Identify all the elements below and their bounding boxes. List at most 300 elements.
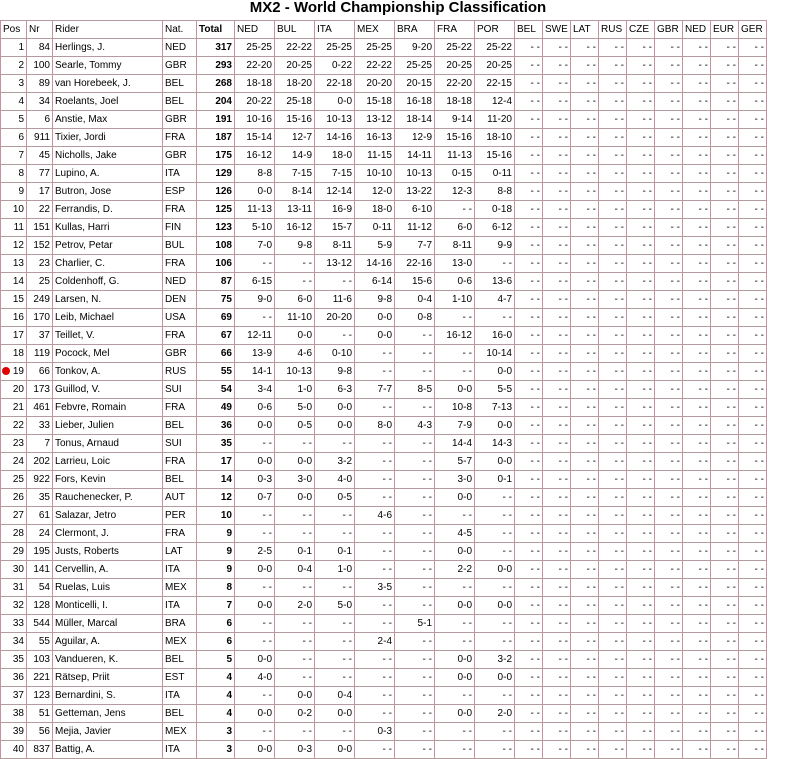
position-value: 29 (12, 545, 24, 557)
round-score-cell: 4-3 (395, 417, 435, 435)
round-score-cell: - - (599, 525, 627, 543)
round-score-cell: - - (683, 651, 711, 669)
round-score-cell: - - (711, 75, 739, 93)
round-score-cell: 7-7 (355, 381, 395, 399)
position-value: 16 (12, 311, 24, 323)
round-score-cell: 22-22 (355, 57, 395, 75)
round-score-cell: - - (355, 453, 395, 471)
total-points-cell: 17 (197, 453, 235, 471)
nationality-cell: BEL (163, 651, 197, 669)
position-cell (1, 327, 27, 345)
round-score-cell: 7-15 (315, 165, 355, 183)
total-points-cell: 4 (197, 669, 235, 687)
round-score-cell: 3-5 (355, 579, 395, 597)
rider-name-cell: Teillet, V. (53, 327, 163, 345)
round-score-cell: - - (543, 435, 571, 453)
total-points-cell: 3 (197, 723, 235, 741)
round-score-cell: - - (395, 435, 435, 453)
round-score-cell: - - (683, 291, 711, 309)
round-score-cell: 0-0 (475, 561, 515, 579)
position-value: 25 (12, 473, 24, 485)
round-score-cell: - - (543, 507, 571, 525)
round-score-cell: - - (543, 219, 571, 237)
round-score-cell: - - (315, 579, 355, 597)
round-score-cell: - - (711, 345, 739, 363)
round-score-cell: - - (475, 723, 515, 741)
rider-name-cell: Müller, Marcal (53, 615, 163, 633)
round-score-cell: 0-6 (235, 399, 275, 417)
header-round: SWE (543, 21, 571, 39)
round-score-cell: 16-12 (275, 219, 315, 237)
round-score-cell: - - (739, 363, 767, 381)
total-points-cell: 191 (197, 111, 235, 129)
round-score-cell: - - (599, 669, 627, 687)
round-score-cell: - - (655, 39, 683, 57)
round-score-cell: 15-16 (275, 111, 315, 129)
round-score-cell: - - (683, 543, 711, 561)
round-score-cell: - - (655, 183, 683, 201)
rider-number-cell: 66 (27, 363, 53, 381)
round-score-cell: - - (515, 669, 543, 687)
table-row (1, 237, 767, 255)
round-score-cell: - - (315, 327, 355, 345)
position-value: 5 (18, 113, 24, 125)
position-value: 40 (12, 743, 24, 755)
round-score-cell: 0-0 (435, 489, 475, 507)
round-score-cell: 3-2 (475, 651, 515, 669)
round-score-cell: - - (571, 471, 599, 489)
round-score-cell: - - (543, 723, 571, 741)
rider-number-cell: 55 (27, 633, 53, 651)
round-score-cell: 0-0 (235, 705, 275, 723)
round-score-cell: - - (739, 93, 767, 111)
round-score-cell: 0-0 (355, 327, 395, 345)
round-score-cell: 20-25 (475, 57, 515, 75)
round-score-cell: 20-22 (235, 93, 275, 111)
round-score-cell: 0-0 (275, 489, 315, 507)
round-score-cell: - - (627, 381, 655, 399)
round-score-cell: - - (571, 237, 599, 255)
round-score-cell: 0-5 (315, 489, 355, 507)
round-score-cell: - - (627, 363, 655, 381)
round-score-cell: - - (355, 651, 395, 669)
round-score-cell: - - (683, 615, 711, 633)
rider-name-cell: Searle, Tommy (53, 57, 163, 75)
table-row (1, 651, 767, 669)
rider-number-cell: 119 (27, 345, 53, 363)
nationality-cell: FRA (163, 525, 197, 543)
round-score-cell: 2-5 (235, 543, 275, 561)
total-points-cell: 293 (197, 57, 235, 75)
round-score-cell: - - (315, 435, 355, 453)
position-cell (1, 381, 27, 399)
rider-name-cell: Petrov, Petar (53, 237, 163, 255)
table-row (1, 705, 767, 723)
table-row (1, 399, 767, 417)
round-score-cell: 25-18 (275, 93, 315, 111)
round-score-cell: - - (711, 399, 739, 417)
round-score-cell: - - (711, 633, 739, 651)
round-score-cell: - - (515, 345, 543, 363)
rider-name-cell: Roelants, Joel (53, 93, 163, 111)
round-score-cell: - - (683, 75, 711, 93)
round-score-cell: - - (275, 507, 315, 525)
position-value: 9 (18, 185, 24, 197)
round-score-cell: 16-12 (435, 327, 475, 345)
table-row (1, 327, 767, 345)
position-value: 21 (12, 401, 24, 413)
round-score-cell: - - (683, 129, 711, 147)
round-score-cell: 13-9 (235, 345, 275, 363)
position-value: 20 (12, 383, 24, 395)
round-score-cell: - - (683, 507, 711, 525)
round-score-cell: - - (599, 183, 627, 201)
header-round: CZE (627, 21, 655, 39)
round-score-cell: - - (599, 453, 627, 471)
round-score-cell: 18-14 (395, 111, 435, 129)
round-score-cell: - - (739, 669, 767, 687)
round-score-cell: - - (395, 633, 435, 651)
round-score-cell: - - (543, 183, 571, 201)
position-value: 34 (12, 635, 24, 647)
round-score-cell: 12-3 (435, 183, 475, 201)
round-score-cell: 10-16 (235, 111, 275, 129)
round-score-cell: - - (355, 399, 395, 417)
round-score-cell: - - (739, 741, 767, 759)
position-cell (1, 597, 27, 615)
round-score-cell: - - (515, 111, 543, 129)
round-score-cell: 10-13 (395, 165, 435, 183)
round-score-cell: - - (395, 327, 435, 345)
rider-name-cell: Cervellin, A. (53, 561, 163, 579)
round-score-cell: - - (711, 615, 739, 633)
rider-name-cell: Tixier, Jordi (53, 129, 163, 147)
nationality-cell: FRA (163, 399, 197, 417)
round-score-cell: - - (235, 723, 275, 741)
round-score-cell: 0-0 (475, 597, 515, 615)
round-score-cell: - - (571, 741, 599, 759)
position-cell (1, 579, 27, 597)
round-score-cell: - - (543, 147, 571, 165)
round-score-cell: - - (571, 39, 599, 57)
position-cell (1, 39, 27, 57)
table-row (1, 381, 767, 399)
round-score-cell: 20-25 (275, 57, 315, 75)
round-score-cell: - - (571, 543, 599, 561)
header-round: NED (235, 21, 275, 39)
nationality-cell: EST (163, 669, 197, 687)
rider-name-cell: Monticelli, I. (53, 597, 163, 615)
nationality-cell: BEL (163, 93, 197, 111)
round-score-cell: - - (395, 669, 435, 687)
total-points-cell: 9 (197, 561, 235, 579)
round-score-cell: - - (739, 399, 767, 417)
round-score-cell: 0-11 (475, 165, 515, 183)
rider-number-cell: 84 (27, 39, 53, 57)
round-score-cell: - - (543, 579, 571, 597)
round-score-cell: - - (395, 471, 435, 489)
round-score-cell: - - (571, 273, 599, 291)
table-row (1, 93, 767, 111)
round-score-cell: 2-2 (435, 561, 475, 579)
total-points-cell: 4 (197, 687, 235, 705)
round-score-cell: - - (599, 741, 627, 759)
round-score-cell: - - (739, 237, 767, 255)
round-score-cell: - - (435, 741, 475, 759)
table-row (1, 615, 767, 633)
classification-table (0, 20, 767, 759)
round-score-cell: - - (395, 579, 435, 597)
round-score-cell: - - (627, 435, 655, 453)
rider-number-cell: 7 (27, 435, 53, 453)
round-score-cell: 5-10 (235, 219, 275, 237)
round-score-cell: - - (571, 129, 599, 147)
header-row (1, 21, 767, 39)
round-score-cell: - - (571, 633, 599, 651)
position-value: 13 (12, 257, 24, 269)
position-value: 39 (12, 725, 24, 737)
nationality-cell: ITA (163, 687, 197, 705)
rider-name-cell: van Horebeek, J. (53, 75, 163, 93)
round-score-cell: 25-22 (475, 39, 515, 57)
round-score-cell: - - (739, 255, 767, 273)
total-points-cell: 5 (197, 651, 235, 669)
round-score-cell: 25-25 (235, 39, 275, 57)
total-points-cell: 14 (197, 471, 235, 489)
round-score-cell: - - (571, 597, 599, 615)
total-points-cell: 67 (197, 327, 235, 345)
round-score-cell: - - (599, 633, 627, 651)
round-score-cell: - - (395, 507, 435, 525)
round-score-cell: 15-18 (355, 93, 395, 111)
round-score-cell: - - (515, 597, 543, 615)
round-score-cell: - - (275, 669, 315, 687)
round-score-cell: - - (599, 165, 627, 183)
position-cell (1, 147, 27, 165)
round-score-cell: 13-6 (475, 273, 515, 291)
rider-name-cell: Bernardini, S. (53, 687, 163, 705)
position-cell (1, 399, 27, 417)
round-score-cell: - - (515, 579, 543, 597)
round-score-cell: - - (543, 471, 571, 489)
round-score-cell: - - (543, 111, 571, 129)
rider-name-cell: Justs, Roberts (53, 543, 163, 561)
rider-number-cell: 22 (27, 201, 53, 219)
rider-name-cell: Pocock, Mel (53, 345, 163, 363)
round-score-cell: - - (435, 723, 475, 741)
round-score-cell: - - (711, 723, 739, 741)
round-score-cell: - - (571, 705, 599, 723)
round-score-cell: - - (543, 93, 571, 111)
round-score-cell: - - (599, 507, 627, 525)
round-score-cell: - - (627, 489, 655, 507)
round-score-cell: - - (711, 705, 739, 723)
nationality-cell: MEX (163, 723, 197, 741)
round-score-cell: 6-15 (235, 273, 275, 291)
round-score-cell: - - (683, 435, 711, 453)
round-score-cell: 4-6 (355, 507, 395, 525)
rider-name-cell: Tonus, Arnaud (53, 435, 163, 453)
round-score-cell: - - (515, 705, 543, 723)
rider-number-cell: 911 (27, 129, 53, 147)
round-score-cell: - - (739, 39, 767, 57)
round-score-cell: 12-11 (235, 327, 275, 345)
rider-name-cell: Larsen, N. (53, 291, 163, 309)
position-cell (1, 93, 27, 111)
round-score-cell: 14-16 (315, 129, 355, 147)
round-score-cell: 0-0 (275, 327, 315, 345)
position-cell (1, 273, 27, 291)
round-score-cell: 9-8 (355, 291, 395, 309)
round-score-cell: 1-0 (275, 381, 315, 399)
header-total: Total (197, 21, 235, 39)
round-score-cell: - - (599, 489, 627, 507)
round-score-cell: 8-8 (235, 165, 275, 183)
round-score-cell: - - (571, 669, 599, 687)
round-score-cell: - - (515, 201, 543, 219)
position-cell (1, 471, 27, 489)
position-cell (1, 741, 27, 759)
round-score-cell: - - (571, 381, 599, 399)
round-score-cell: - - (711, 687, 739, 705)
round-score-cell: 1-10 (435, 291, 475, 309)
round-score-cell: - - (739, 543, 767, 561)
total-points-cell: 4 (197, 705, 235, 723)
table-row (1, 471, 767, 489)
round-score-cell: - - (475, 309, 515, 327)
total-points-cell: 69 (197, 309, 235, 327)
rider-name-cell: Herlings, J. (53, 39, 163, 57)
rider-number-cell: 173 (27, 381, 53, 399)
round-score-cell: - - (683, 219, 711, 237)
position-value: 23 (12, 437, 24, 449)
round-score-cell: - - (571, 327, 599, 345)
round-score-cell: - - (711, 273, 739, 291)
rider-name-cell: Coldenhoff, G. (53, 273, 163, 291)
nationality-cell: BUL (163, 237, 197, 255)
round-score-cell: 0-0 (235, 741, 275, 759)
round-score-cell: - - (739, 723, 767, 741)
nationality-cell: MEX (163, 633, 197, 651)
nationality-cell: BEL (163, 705, 197, 723)
round-score-cell: - - (475, 543, 515, 561)
round-score-cell: - - (711, 381, 739, 399)
table-row (1, 453, 767, 471)
round-score-cell: - - (543, 525, 571, 543)
nationality-cell: FRA (163, 327, 197, 345)
round-score-cell: - - (655, 525, 683, 543)
round-score-cell: - - (655, 309, 683, 327)
rider-number-cell: 151 (27, 219, 53, 237)
header-round: EUR (711, 21, 739, 39)
round-score-cell: - - (683, 687, 711, 705)
round-score-cell: 0-8 (395, 309, 435, 327)
round-score-cell: 8-0 (355, 417, 395, 435)
round-score-cell: - - (599, 147, 627, 165)
round-score-cell: - - (571, 201, 599, 219)
round-score-cell: - - (711, 489, 739, 507)
round-score-cell: - - (355, 561, 395, 579)
round-score-cell: 5-9 (355, 237, 395, 255)
total-points-cell: 187 (197, 129, 235, 147)
round-score-cell: 2-0 (275, 597, 315, 615)
round-score-cell: - - (395, 525, 435, 543)
round-score-cell: 16-18 (395, 93, 435, 111)
rider-name-cell: Vandueren, K. (53, 651, 163, 669)
round-score-cell: 7-0 (235, 237, 275, 255)
round-score-cell: - - (599, 237, 627, 255)
round-score-cell: - - (683, 57, 711, 75)
round-score-cell: - - (683, 741, 711, 759)
nationality-cell: FRA (163, 129, 197, 147)
round-score-cell: - - (515, 165, 543, 183)
round-score-cell: - - (739, 471, 767, 489)
rider-number-cell: 202 (27, 453, 53, 471)
round-score-cell: 9-20 (395, 39, 435, 57)
round-score-cell: - - (543, 309, 571, 327)
round-score-cell: 0-0 (435, 669, 475, 687)
rider-number-cell: 25 (27, 273, 53, 291)
position-value: 12 (12, 239, 24, 251)
nationality-cell: ITA (163, 165, 197, 183)
round-score-cell: - - (683, 579, 711, 597)
rider-name-cell: Fors, Kevin (53, 471, 163, 489)
round-score-cell: - - (711, 255, 739, 273)
position-cell (1, 651, 27, 669)
round-score-cell: - - (711, 237, 739, 255)
round-score-cell: 12-0 (355, 183, 395, 201)
round-score-cell: - - (655, 273, 683, 291)
nationality-cell: FRA (163, 453, 197, 471)
round-score-cell: - - (655, 615, 683, 633)
position-cell (1, 363, 27, 381)
round-score-cell: - - (515, 471, 543, 489)
rider-number-cell: 544 (27, 615, 53, 633)
total-points-cell: 6 (197, 615, 235, 633)
position-cell (1, 561, 27, 579)
round-score-cell: - - (627, 291, 655, 309)
round-score-cell: - - (435, 615, 475, 633)
round-score-cell: 15-6 (395, 273, 435, 291)
round-score-cell: - - (739, 489, 767, 507)
round-score-cell: 0-0 (315, 93, 355, 111)
header-round: MEX (355, 21, 395, 39)
round-score-cell: - - (599, 579, 627, 597)
round-score-cell: - - (543, 417, 571, 435)
round-score-cell: - - (543, 345, 571, 363)
round-score-cell: - - (395, 705, 435, 723)
round-score-cell: - - (627, 111, 655, 129)
round-score-cell: 6-0 (275, 291, 315, 309)
round-score-cell: - - (515, 543, 543, 561)
round-score-cell: - - (315, 633, 355, 651)
nationality-cell: ESP (163, 183, 197, 201)
round-score-cell: 4-5 (435, 525, 475, 543)
nationality-cell: PER (163, 507, 197, 525)
rider-number-cell: 89 (27, 75, 53, 93)
round-score-cell: - - (543, 543, 571, 561)
round-score-cell: - - (683, 561, 711, 579)
table-row (1, 741, 767, 759)
table-row (1, 75, 767, 93)
round-score-cell: - - (627, 129, 655, 147)
round-score-cell: - - (395, 741, 435, 759)
round-score-cell: - - (571, 561, 599, 579)
round-score-cell: - - (711, 525, 739, 543)
round-score-cell: - - (739, 381, 767, 399)
round-score-cell: - - (543, 561, 571, 579)
rider-number-cell: 128 (27, 597, 53, 615)
